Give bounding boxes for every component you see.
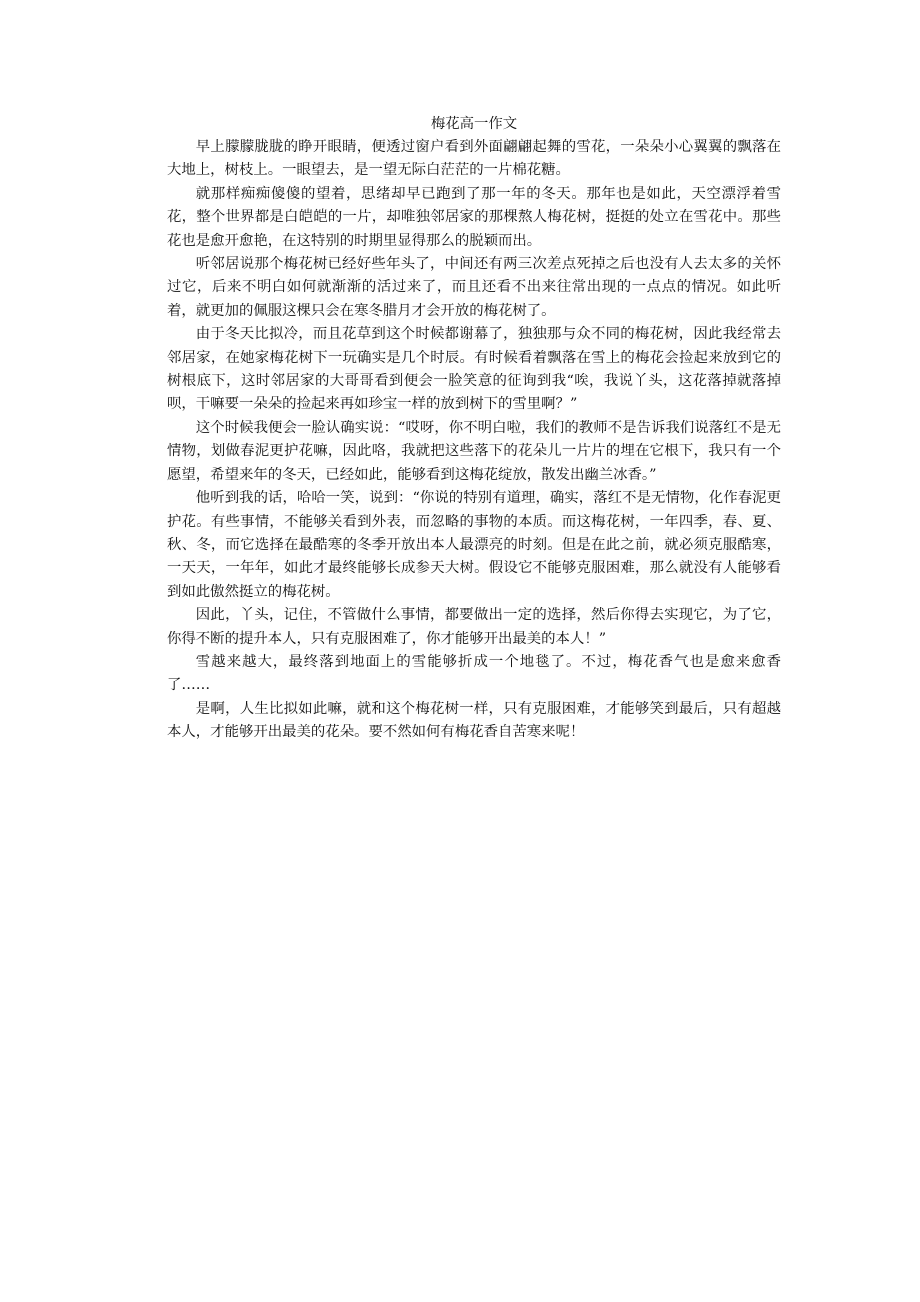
paragraph-8: 雪越来越大，最终落到地面上的雪能够折成一个地毯了。不过，梅花香气也是愈来愈香了…… — [167, 653, 781, 694]
document-body — [167, 112, 781, 745]
paragraph-2: 就那样痴痴傻傻的望着，思绪却早已跑到了那一年的冬天。那年也是如此，天空漂浮着雪花，整个世界都是白皑皑的一片，却唯独邻居家的那棵熬人梅花树，挺挺的处立在雪花中。那些花也是愈开愈艳，在这特别的时期里显得那么的脱颖而出。 — [167, 185, 781, 249]
paragraph-4: 由于冬天比拟冷，而且花草到这个时候都谢幕了，独独那与众不同的梅花树，因此我经常去邻居家，在她家梅花树下一玩确实是几个时辰。有时候看着飘落在雪上的梅花会捡起来放到它的树根底下，这时邻居家的大哥哥看到便会一脸笑意的征询到我“唉，我说丫头，这花落掉就落掉呗，干嘛要一朵朵的捡起来再如珍宝一样的放到树下的雪里啊？” — [167, 326, 781, 413]
paragraph-3: 听邻居说那个梅花树已经好些年头了，中间还有两三次差点死掉之后也没有人去太多的关怀过它，后来不明白如何就渐渐的活过来了，而且还看不出来往常出现的一点点的情况。如此听着，就更加的佩服这棵只会在寒冬腊月才会开放的梅花树了。 — [167, 256, 781, 319]
paragraph-6: 他听到我的话，哈哈一笑，说到：“你说的特别有道理，确实，落红不是无情物，化作春泥更护花。有些事情，不能够关看到外表，而忽略的事物的本质。而这梅花树，一年四季，春、夏、秋、冬，而它选择在最酷寒的冬季开放出本人最漂亮的时刻。但是在此之前，就必须克服酷寒，一天天，一年年，如此才最终能够长成参天大树。假设它不能够克服困难，那么就没有人能够看到如此傲然挺立的梅花树。 — [167, 490, 781, 600]
paragraph-9: 是啊，人生比拟如此嘛，就和这个梅花树一样，只有克服困难，才能够笑到最后，只有超越本人，才能够开出最美的花朵。要不然如何有梅花香自苦寒来呢！ — [167, 700, 781, 741]
paragraph-7: 因此，丫头，记住，不管做什么事情，都要做出一定的选择，然后你得去实现它，为了它，你得不断的提升本人，只有克服困难了，你才能够开出最美的本人！” — [167, 607, 781, 647]
paragraph-5: 这个时候我便会一脸认确实说：“哎呀，你不明白啦，我们的教师不是告诉我们说落红不是无情物，划做春泥更护花嘛，因此咯，我就把这些落下的花朵儿一片片的埋在它根下，我只有一个愿望，希望来年的冬天，已经如此，能够看到这梅花绽放，散发出幽兰冰香。” — [167, 419, 781, 483]
paragraph-1: 早上朦朦胧胧的睁开眼睛，便透过窗户看到外面翩翩起舞的雪花，一朵朵小心翼翼的飘落在大地上，树枝上。一眼望去，是一望无际白茫茫的一片棉花糖。 — [167, 139, 781, 179]
document-title: 梅花高一作文 — [430, 116, 518, 132]
